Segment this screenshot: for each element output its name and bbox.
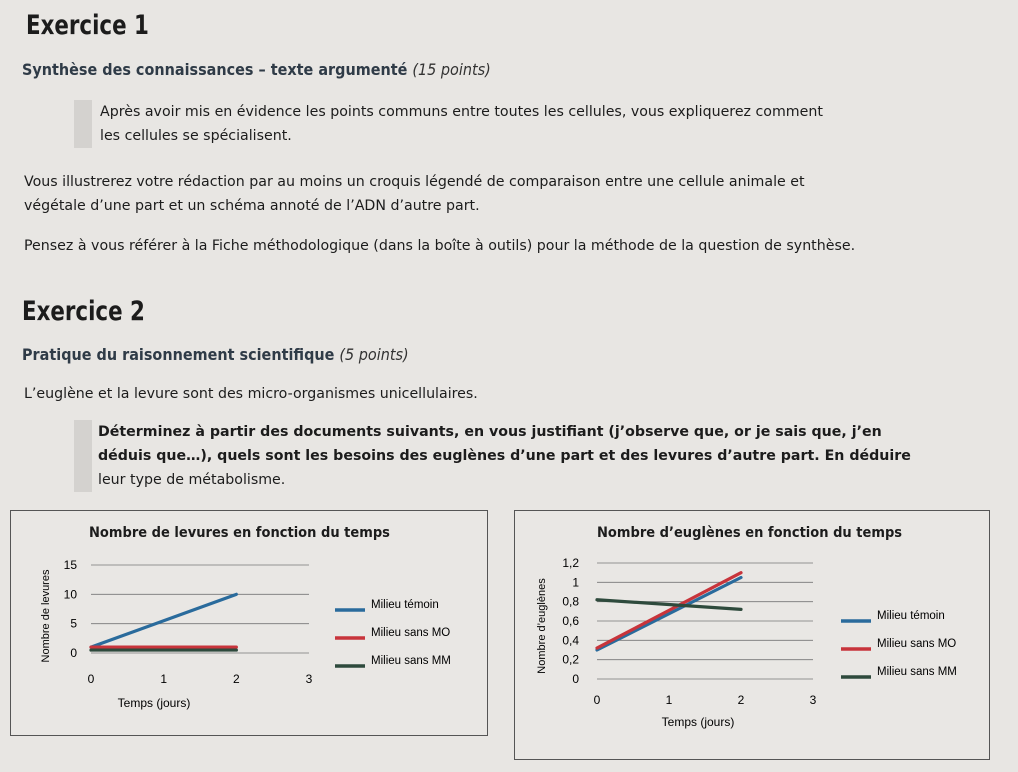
exercise-2-subtitle-text: Pratique du raisonnement scientifique — [22, 345, 335, 364]
exercise-2-points: (5 points) — [339, 345, 409, 364]
series-line-1 — [91, 594, 236, 647]
illustration-line: Vous illustrerez votre rédaction par au moins un croquis légendé de comparaison entre une cellule animale et — [24, 174, 805, 190]
x-tick-label: 2 — [737, 693, 745, 707]
task-line: Déterminez à partir des documents suivants, en vous justifiant (j’observe que, or je sais que, j’en — [98, 424, 882, 440]
y-tick-label: 1,2 — [562, 556, 579, 570]
exercise-2-title: Exercice 2 — [22, 296, 145, 327]
exercise-1-reference: Pensez à vous référer à la Fiche méthodologique (dans la boîte à outils) pour la méthode de la question de synthèse. — [24, 238, 856, 254]
x-tick-label: 3 — [809, 693, 817, 707]
legend-label: Milieu sans MO — [877, 638, 957, 650]
exercise-1-instruction — [100, 100, 823, 148]
exercise-1-subtitle-text: Synthèse des connaissances – texte argumenté — [22, 60, 408, 79]
series-line-2 — [597, 573, 741, 648]
legend-label: Milieu sans MM — [877, 666, 957, 678]
x-tick-label: 1 — [160, 672, 168, 686]
exercise-1-title: Exercice 1 — [26, 10, 149, 41]
x-tick-label: 0 — [593, 693, 601, 707]
exercise-1-points: (15 points) — [412, 60, 491, 79]
instruction-line: Après avoir mis en évidence les points communs entre toutes les cellules, vous expliquerez comment — [100, 104, 823, 120]
series-line-1 — [597, 578, 741, 651]
y-tick-label: 0 — [572, 672, 579, 686]
x-tick-label: 2 — [232, 672, 240, 686]
instruction-marker — [74, 100, 92, 148]
chart-title: Nombre de levures en fonction du temps — [89, 525, 390, 541]
y-tick-label: 0,8 — [562, 594, 579, 609]
x-tick-label: 3 — [305, 672, 313, 686]
exercise-2-subtitle — [22, 345, 409, 364]
task-line: déduis que…), quels sont les besoins des euglènes d’une part et des levures d’autre part. En déduire — [98, 448, 911, 464]
y-tick-label: 0 — [70, 646, 77, 660]
y-tick-label: 0,4 — [562, 633, 579, 648]
exercise-1-illustration — [24, 170, 805, 218]
x-axis-label: Temps (jours) — [661, 715, 735, 729]
y-axis-label: Nombre de levures — [40, 569, 52, 663]
x-tick-label: 0 — [87, 672, 95, 686]
legend-label: Milieu témoin — [371, 599, 439, 611]
task-marker — [74, 420, 92, 492]
chart-title: Nombre d’euglènes en fonction du temps — [597, 525, 903, 541]
y-tick-label: 0,2 — [562, 652, 579, 667]
legend-label: Milieu sans MO — [371, 627, 451, 639]
series-line-3 — [597, 600, 741, 610]
legend-label: Milieu témoin — [877, 610, 945, 622]
y-tick-label: 1 — [572, 575, 579, 590]
y-tick-label: 5 — [70, 616, 77, 631]
y-axis-label: Nombre d’euglènes — [536, 578, 548, 674]
x-axis-label: Temps (jours) — [117, 696, 191, 710]
task-line: leur type de métabolisme. — [98, 472, 286, 488]
y-tick-label: 10 — [63, 587, 77, 602]
instruction-line: les cellules se spécialisent. — [100, 128, 292, 144]
y-tick-label: 0,6 — [562, 614, 579, 628]
y-tick-label: 15 — [63, 558, 77, 572]
x-tick-label: 1 — [665, 693, 673, 707]
exercise-2-task — [98, 420, 911, 492]
euglena-chart-document — [514, 510, 990, 760]
exercise-1-subtitle — [22, 60, 491, 79]
exercise-2-intro: L’euglène et la levure sont des micro-organismes unicellulaires. — [24, 386, 478, 402]
illustration-line: végétale d’une part et un schéma annoté de l’ADN d’autre part. — [24, 198, 480, 214]
yeast-chart-document — [10, 510, 488, 736]
yeast-chart — [11, 511, 487, 735]
euglena-chart — [515, 511, 989, 759]
legend-label: Milieu sans MM — [371, 655, 451, 667]
